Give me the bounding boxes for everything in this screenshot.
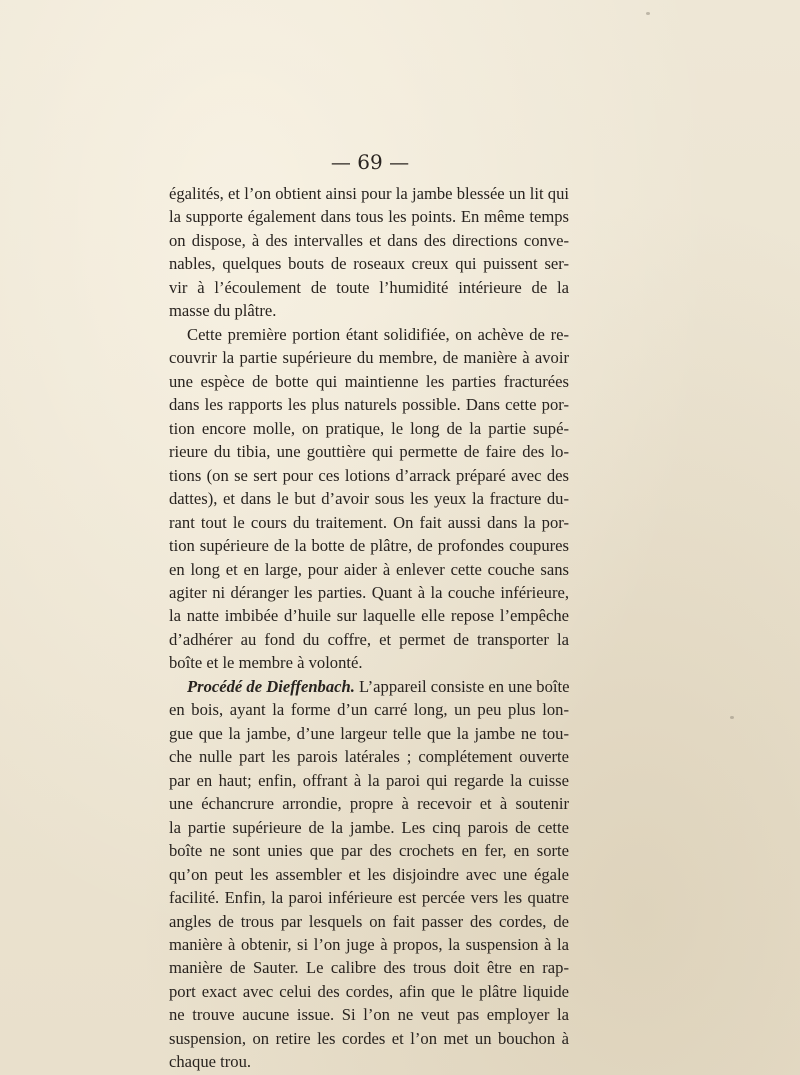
page-number: — 69 —	[330, 150, 410, 174]
text-line: dans les rapports les plus naturels possible. Dans cette por-	[169, 395, 569, 415]
text-line: che nulle part les parois latérales ; complétement ouverte	[169, 747, 569, 767]
text-line: couvrir la partie supérieure du membre, de manière à avoir	[169, 348, 569, 368]
text-line: vir à l’écoulement de toute l’humidité intérieure de la	[169, 277, 569, 297]
text-line	[169, 675, 569, 698]
text-line: la supporte également dans tous les points. En même temps	[169, 207, 569, 227]
text-line: rant tout le cours du traitement. On fait aussi dans la por-	[169, 512, 569, 532]
paragraph-1	[169, 182, 569, 323]
text-line: tions (on se sert pour ces lotions d’arrack préparé avec des	[169, 465, 569, 485]
text-line: suspension, on retire les cordes et l’on met un bouchon à	[169, 1028, 569, 1048]
paper-speck	[730, 716, 734, 719]
text-line: Cette première portion étant solidifiée, on achève de re-	[187, 324, 569, 344]
text-line: agiter ni déranger les parties. Quant à la couche inférieure,	[169, 582, 569, 602]
text-line: rieure du tibia, une gouttière qui permette de faire des lo-	[169, 442, 569, 462]
text-line: facilité. Enfin, la paroi inférieure est percée vers les quatre	[169, 888, 569, 908]
text-line: nables, quelques bouts de roseaux creux qui puissent ser-	[169, 254, 569, 274]
text-line: boîte et le membre à volonté.	[169, 653, 363, 673]
text-line: manière de Sauter. Le calibre des trous doit être en rap-	[169, 958, 569, 978]
text-line: gue que la jambe, d’une largeur telle que la jambe ne tou-	[169, 723, 569, 743]
text-line: la partie supérieure de la jambe. Les cinq parois de cette	[169, 817, 569, 837]
text-line: ne trouve aucune issue. Si l’on ne veut pas employer la	[169, 1005, 569, 1025]
text-line: angles de trous par lesquels on fait passer des cordes, de	[169, 911, 569, 931]
text-line: une espèce de botte qui maintienne les parties fracturées	[169, 371, 569, 391]
text-line: chaque trou.	[169, 1052, 252, 1072]
text-line: qu’on peut les assembler et les disjoindre avec une égale	[169, 864, 569, 884]
paragraph-3	[169, 675, 569, 1074]
text-line: dattes), et dans le but d’avoir sous les yeux la fracture du-	[169, 489, 569, 509]
text-line: par en haut; enfin, offrant à la paroi qui regarde la cuisse	[169, 770, 569, 790]
text-line: port exact avec celui des cordes, afin que le plâtre liquide	[169, 981, 569, 1001]
text-line: tion supérieure de la botte de plâtre, de profondes coupures	[169, 536, 569, 556]
text-line: boîte ne sont unies que par des crochets en fer, en sorte	[169, 841, 569, 861]
text-line: tion encore molle, on pratique, le long de la partie supé-	[169, 418, 569, 438]
paper-speck	[646, 12, 650, 15]
text-line: en bois, ayant la forme d’un carré long, un peu plus lon-	[169, 700, 569, 720]
text-line: masse du plâtre.	[169, 301, 277, 321]
body-text	[169, 182, 569, 1074]
text-line: égalités, et l’on obtient ainsi pour la jambe blessée un lit qui	[169, 184, 569, 203]
text-line: manière à obtenir, si l’on juge à propos, la suspension à la	[169, 935, 569, 954]
text-line: en long et en large, pour aider à enlever cette couche sans	[169, 559, 569, 579]
paragraph-2	[169, 323, 569, 675]
text-line: on dispose, à des intervalles et dans des directions conve-	[169, 230, 569, 250]
section-heading-dieffenbach: Procédé de Dieffenbach.	[187, 676, 355, 696]
text-line: une échancrure arrondie, propre à recevoir et à soutenir	[169, 794, 569, 814]
text-line: d’adhérer au fond du coffre, et permet de transporter la	[169, 629, 569, 649]
text-line: la natte imbibée d’huile sur laquelle elle repose l’empêche	[169, 606, 569, 626]
text-line-rest: L’appareil consiste en une boîte	[354, 676, 570, 696]
